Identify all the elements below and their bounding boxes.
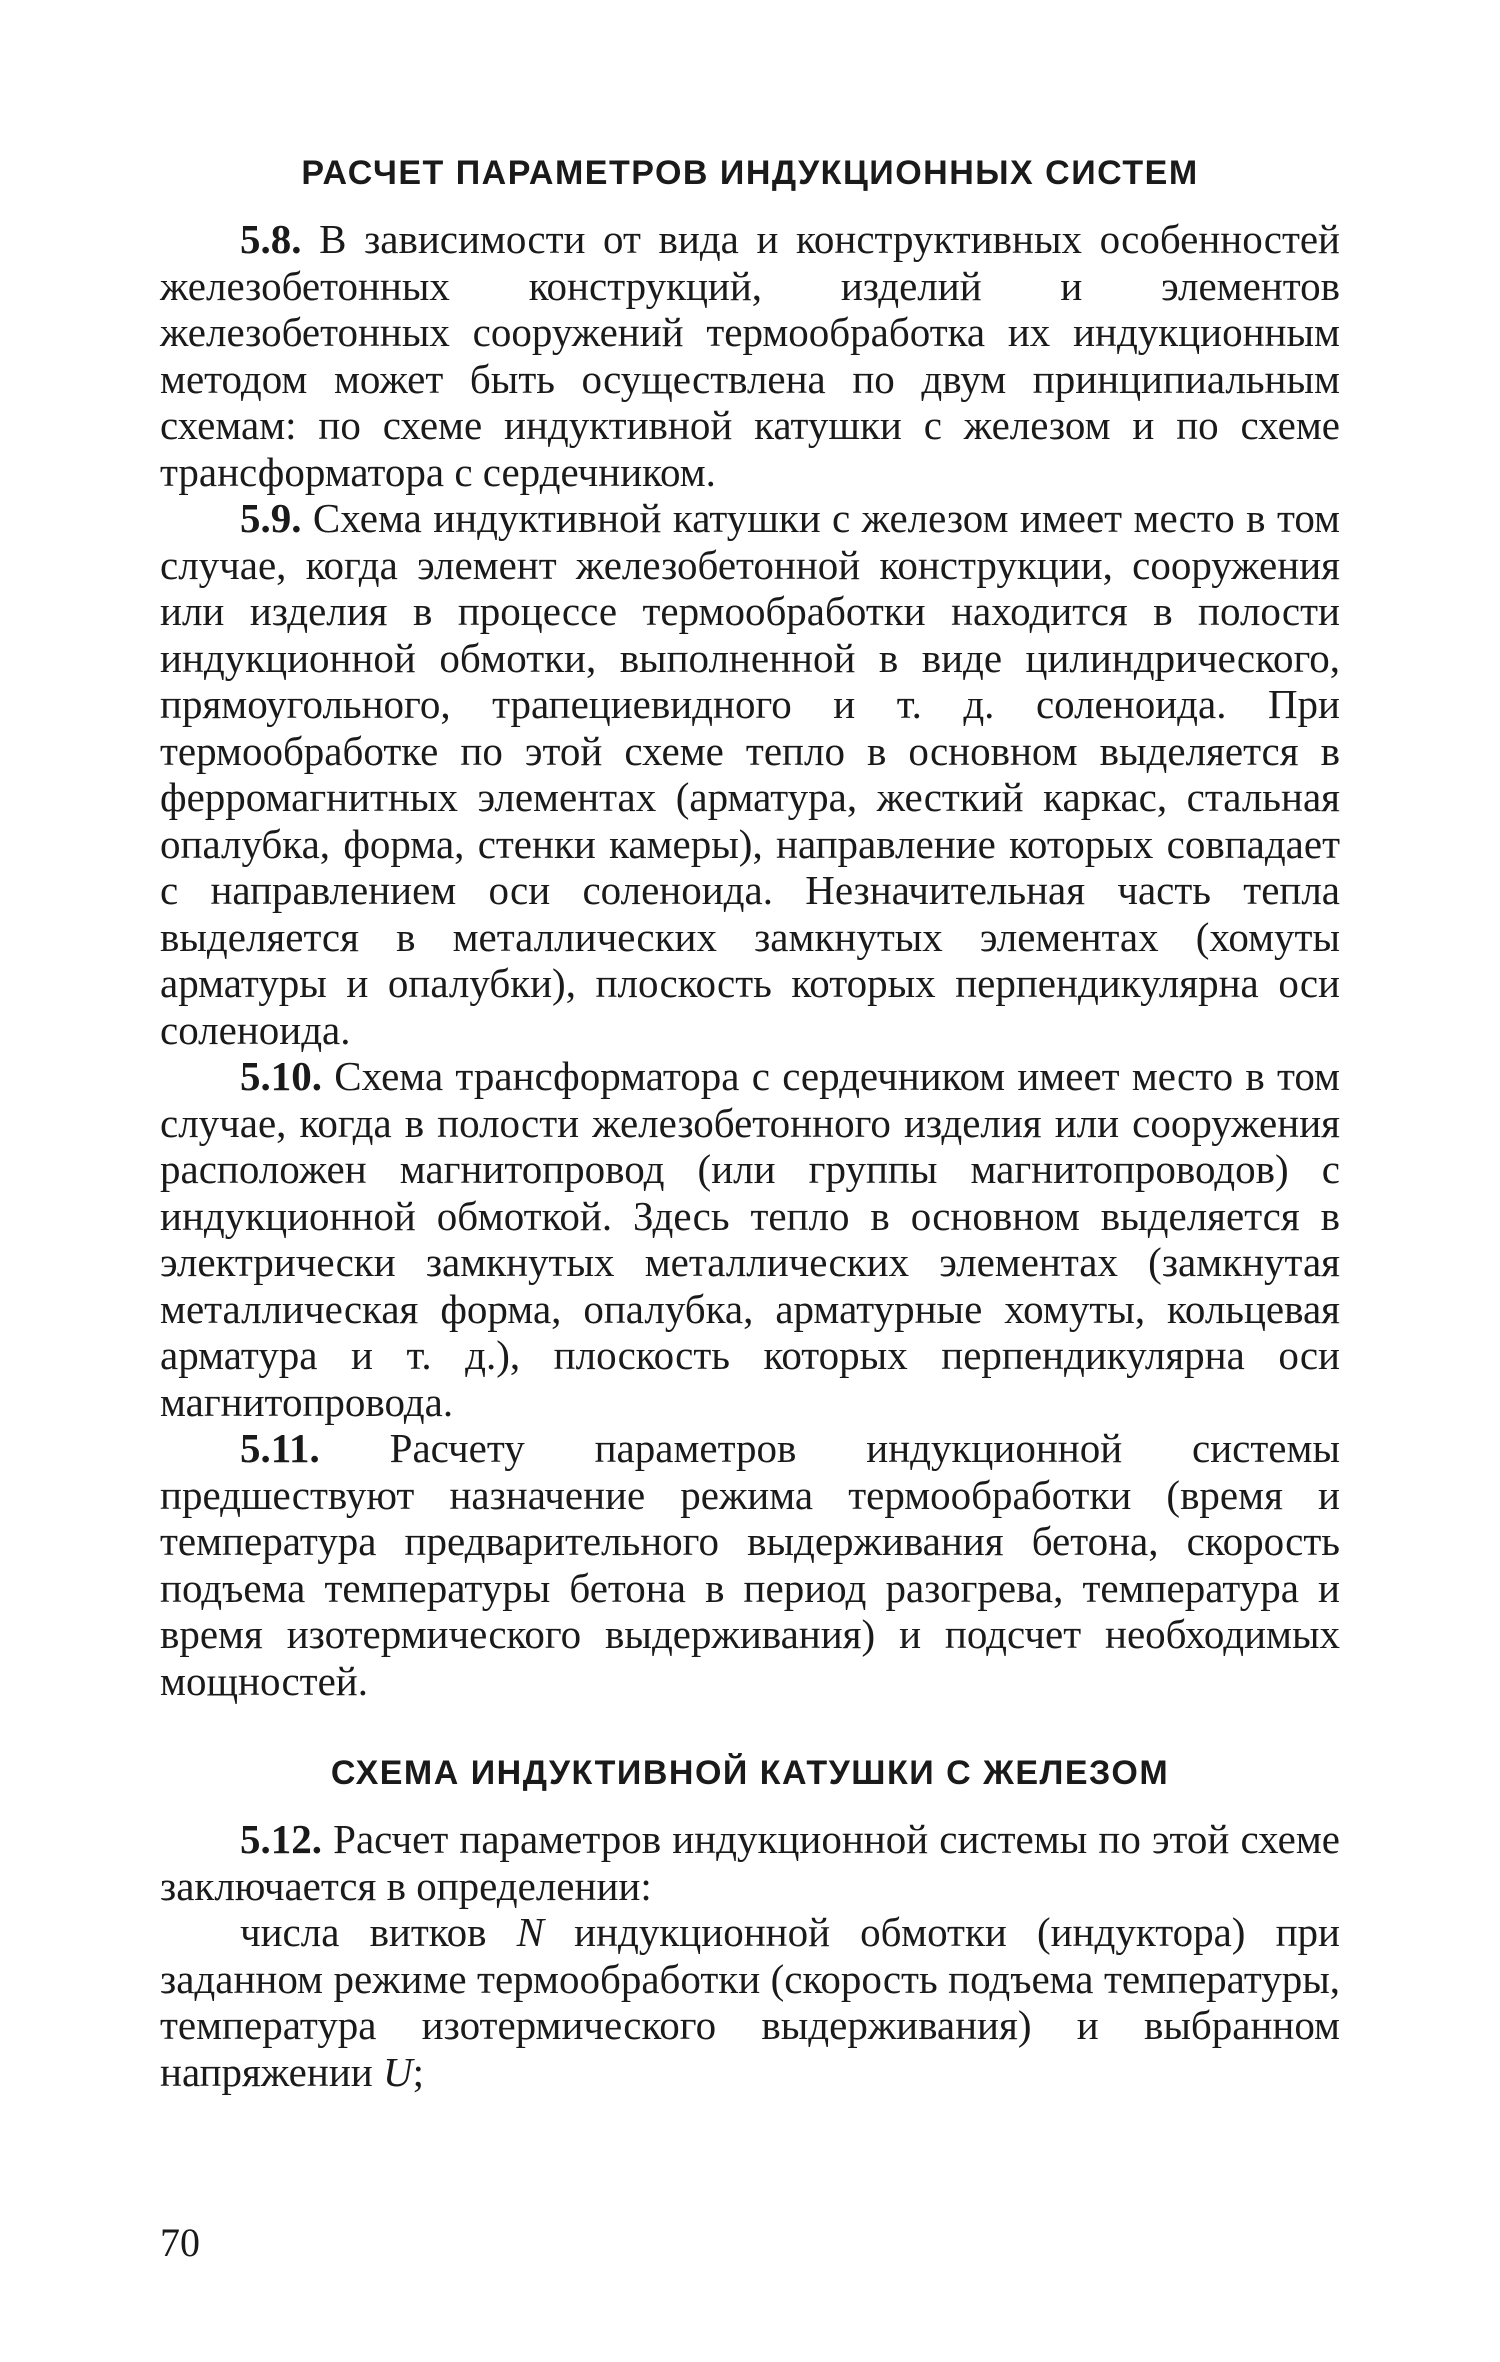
item-text: числа витков [240,1909,517,1955]
clause-number: 5.11. [240,1425,320,1471]
paragraph-text: Схема индуктивной катушки с железом имеет место в том случае, когда элемент железобетонной конструкции, сооружения или изделия в процессе термообработки находится в полости индукционной обмотки, выполненной в виде цилиндрического, прямоугольного, трапециевидного и т. д. соленоида. При термообработке по этой схеме тепло в основном выделяется в ферромагнитных элементах (арматура, жесткий каркас, стальная опалубка, форма, стенки камеры), направление которых совпадает с направлением оси соленоида. Незначительная часть тепла выделяется в металлических замкнутых элементах (хомуты арматуры и опалубки), плоскость которых перпендикулярна оси соленоида. [160,495,1340,1053]
item-text: ; [412,2048,424,2095]
section-heading: СХЕМА ИНДУКТИВНОЙ КАТУШКИ С ЖЕЛЕЗОМ [330,1754,1170,1792]
paragraph-text: Схема трансформатора с сердечником имеет место в том случае, когда в полости железобетонного изделия или сооружения расположен магнитопровод (или группы магнитопроводов) с индукционной обмоткой. Здесь тепло в основном выделяется в электрически замкнутых металлических элементах (замкнутая металлическая форма, опалубка, арматурные хомуты, кольцевая арматура и т. д.), плоскость которых перпендикулярна оси магнитопровода. [160,1053,1340,1425]
paragraph-5-9 [160,495,1340,1053]
section-heading: РАСЧЕТ ПАРАМЕТРОВ ИНДУКЦИОННЫХ СИСТЕМ [301,154,1199,192]
list-item-turns [160,1909,1340,2095]
clause-number: 5.9. [240,495,302,541]
variable-n: N [516,1909,544,1955]
clause-number: 5.10. [240,1053,322,1099]
paragraph-5-12 [160,1816,1340,1909]
paragraph-text: В зависимости от вида и конструктивных особенностей железобетонных конструкций, изделий и элементов железобетонных сооружений термообработка их индукционным методом может быть осуществлена по двум принципиальным схемам: по схеме индуктивной катушки с железом и по схеме трансформатора с сердечником. [160,216,1340,495]
item-text: индукционной обмотки (индуктора) при заданном режиме термообработки (скорость подъема температуры, температура изотермического выдерживания) и выбранном напряжении [160,1909,1340,2095]
paragraph-text: Расчету параметров индукционной системы предшествуют назначение режима термообработки (время и температура предварительного выдерживания бетона, скорость подъема температуры бетона в период разогрева, температура и время изотермического выдерживания) и подсчет необходимых мощностей. [160,1425,1340,1704]
paragraph-5-11 [160,1425,1340,1704]
page-number: 70 [160,2220,200,2265]
paragraph-text: Расчет параметров индукционной системы по этой схеме заключается в определении: [160,1816,1340,1909]
page-content [160,150,1340,2095]
clause-number: 5.12. [240,1816,322,1862]
paragraph-5-10 [160,1053,1340,1425]
clause-number: 5.8. [240,216,302,262]
paragraph-5-8 [160,216,1340,495]
variable-u: U [382,2048,413,2095]
